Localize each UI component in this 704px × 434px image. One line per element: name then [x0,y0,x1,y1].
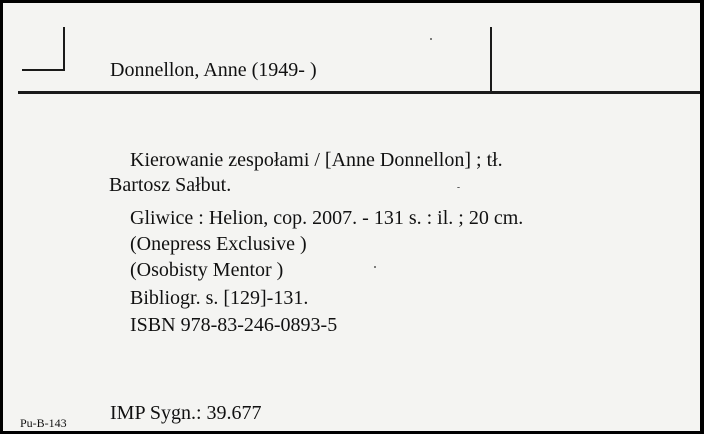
paper-speck [374,266,376,268]
paper-speck [430,38,432,40]
author-heading: Donnellon, Anne (1949- ) [110,59,317,81]
header-rule [18,91,700,94]
title-line-continued: Bartosz Sałbut. [109,174,232,196]
bibliography-note: Bibliogr. s. [129]-131. [130,287,309,309]
publication-line: Gliwice : Helion, cop. 2007. - 131 s. : il. ; 20 cm. [130,207,524,229]
series-line-2: (Osobisty Mentor ) [130,259,284,281]
paper-speck [457,187,460,188]
corner-mark-vertical [63,27,65,71]
catalog-card [3,3,700,431]
header-divider [490,27,492,94]
shelf-mark: Pu-B-143 [20,416,67,430]
isbn-line: ISBN 978-83-246-0893-5 [130,314,338,336]
title-line: Kierowanie zespołami / [Anne Donnellon] ; tł. [130,149,503,171]
call-number: IMP Sygn.: 39.677 [110,402,262,424]
series-line: (Onepress Exclusive ) [130,233,307,255]
corner-mark-horizontal [22,69,65,71]
